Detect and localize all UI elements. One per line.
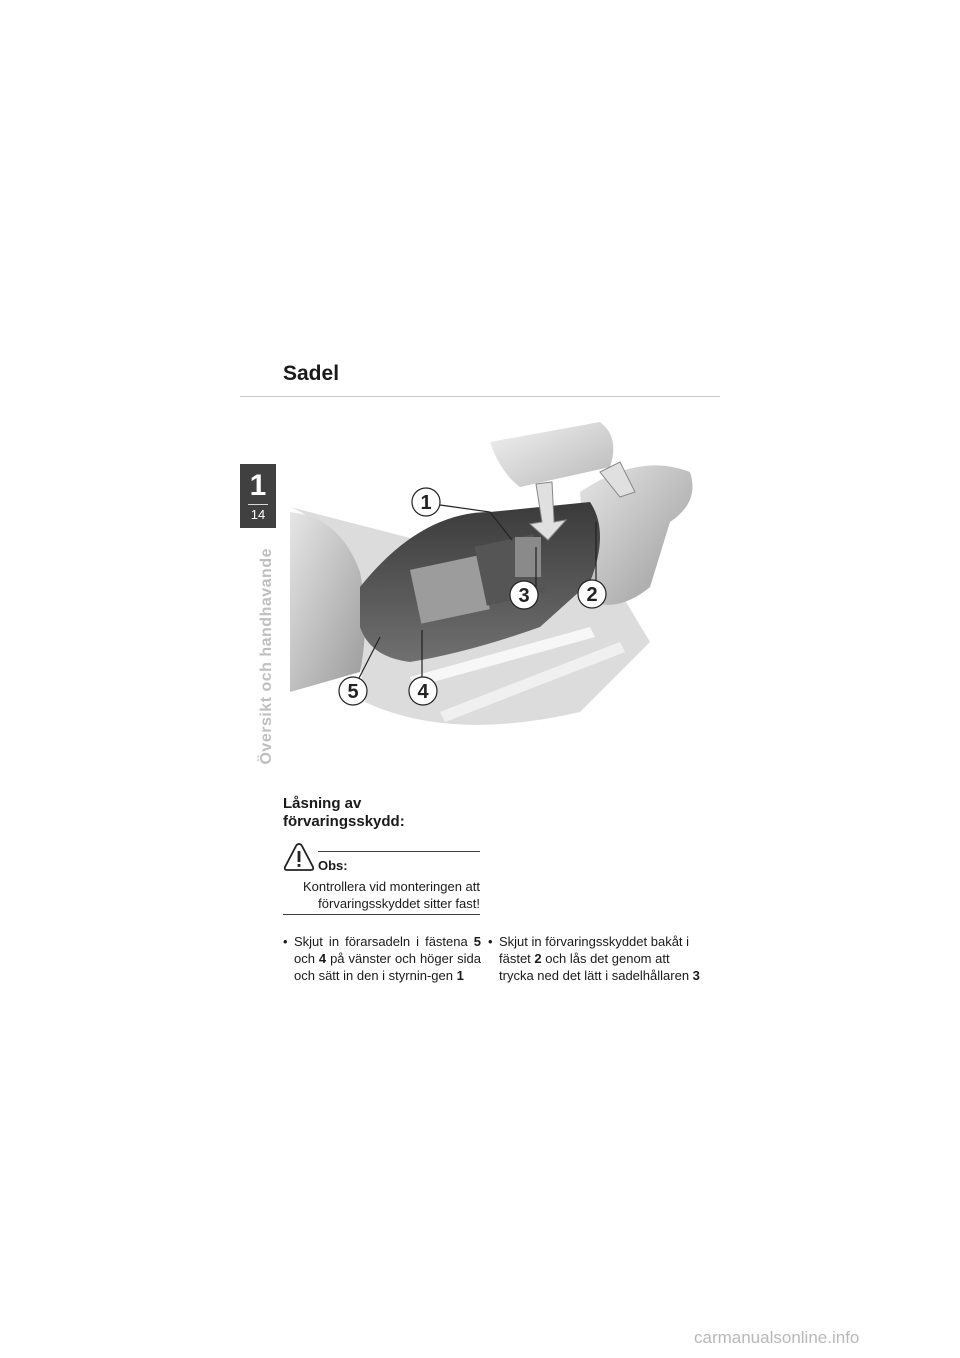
lock-bracket bbox=[515, 537, 541, 577]
callout-label: 3 bbox=[518, 585, 530, 607]
ref-number: 1 bbox=[456, 968, 464, 983]
bullet-text: och lås det genom att trycka ned det lätt i sadelhållaren bbox=[499, 951, 693, 983]
callout-4 bbox=[409, 677, 437, 705]
ref-number: 5 bbox=[473, 934, 481, 949]
heading-divider bbox=[240, 396, 720, 397]
chapter-tab bbox=[240, 464, 276, 528]
bullet-text: Skjut in förarsadeln i fästena bbox=[294, 934, 474, 949]
callout-label: 1 bbox=[420, 492, 432, 514]
chapter-divider bbox=[248, 504, 268, 505]
page-title: Sadel bbox=[283, 362, 340, 385]
callout-label: 4 bbox=[417, 681, 429, 703]
section-title: Låsning av förvaringsskydd: bbox=[283, 795, 405, 830]
seat-illustration bbox=[290, 412, 700, 742]
list-item bbox=[488, 933, 703, 984]
bullet-dot: • bbox=[283, 934, 288, 949]
watermark: carmanualsonline.info bbox=[694, 1328, 860, 1347]
ref-number: 2 bbox=[534, 951, 542, 966]
storage-cover bbox=[490, 422, 613, 487]
callout-label: 2 bbox=[586, 584, 598, 606]
page-number: 14 bbox=[250, 507, 266, 522]
callout-label: 5 bbox=[347, 681, 359, 703]
bullet-text: och bbox=[294, 951, 319, 966]
chapter-side-title: Översikt och handhavande bbox=[258, 548, 275, 765]
note-text: Kontrollera vid monteringen att förvaringsskyddet sitter fast! bbox=[302, 879, 480, 911]
callout-5 bbox=[339, 677, 367, 705]
bullet-text: Skjut in förvaringsskyddet bakåt i fästet bbox=[499, 934, 690, 966]
note-label: Obs: bbox=[318, 858, 348, 873]
ref-number: 3 bbox=[692, 968, 700, 983]
note-top-rule bbox=[318, 851, 480, 852]
bullet-dot: • bbox=[488, 934, 493, 949]
callout-2 bbox=[578, 580, 606, 608]
warning-icon bbox=[283, 842, 315, 872]
list-item bbox=[283, 933, 481, 984]
ref-number: 4 bbox=[318, 951, 327, 966]
chapter-number: 1 bbox=[249, 469, 267, 502]
callout-1 bbox=[412, 488, 440, 516]
note-bottom-rule bbox=[283, 914, 480, 915]
callout-3 bbox=[510, 581, 538, 609]
bullet-text: på vänster och höger sida och sätt in den i styrnin-gen bbox=[294, 951, 481, 983]
